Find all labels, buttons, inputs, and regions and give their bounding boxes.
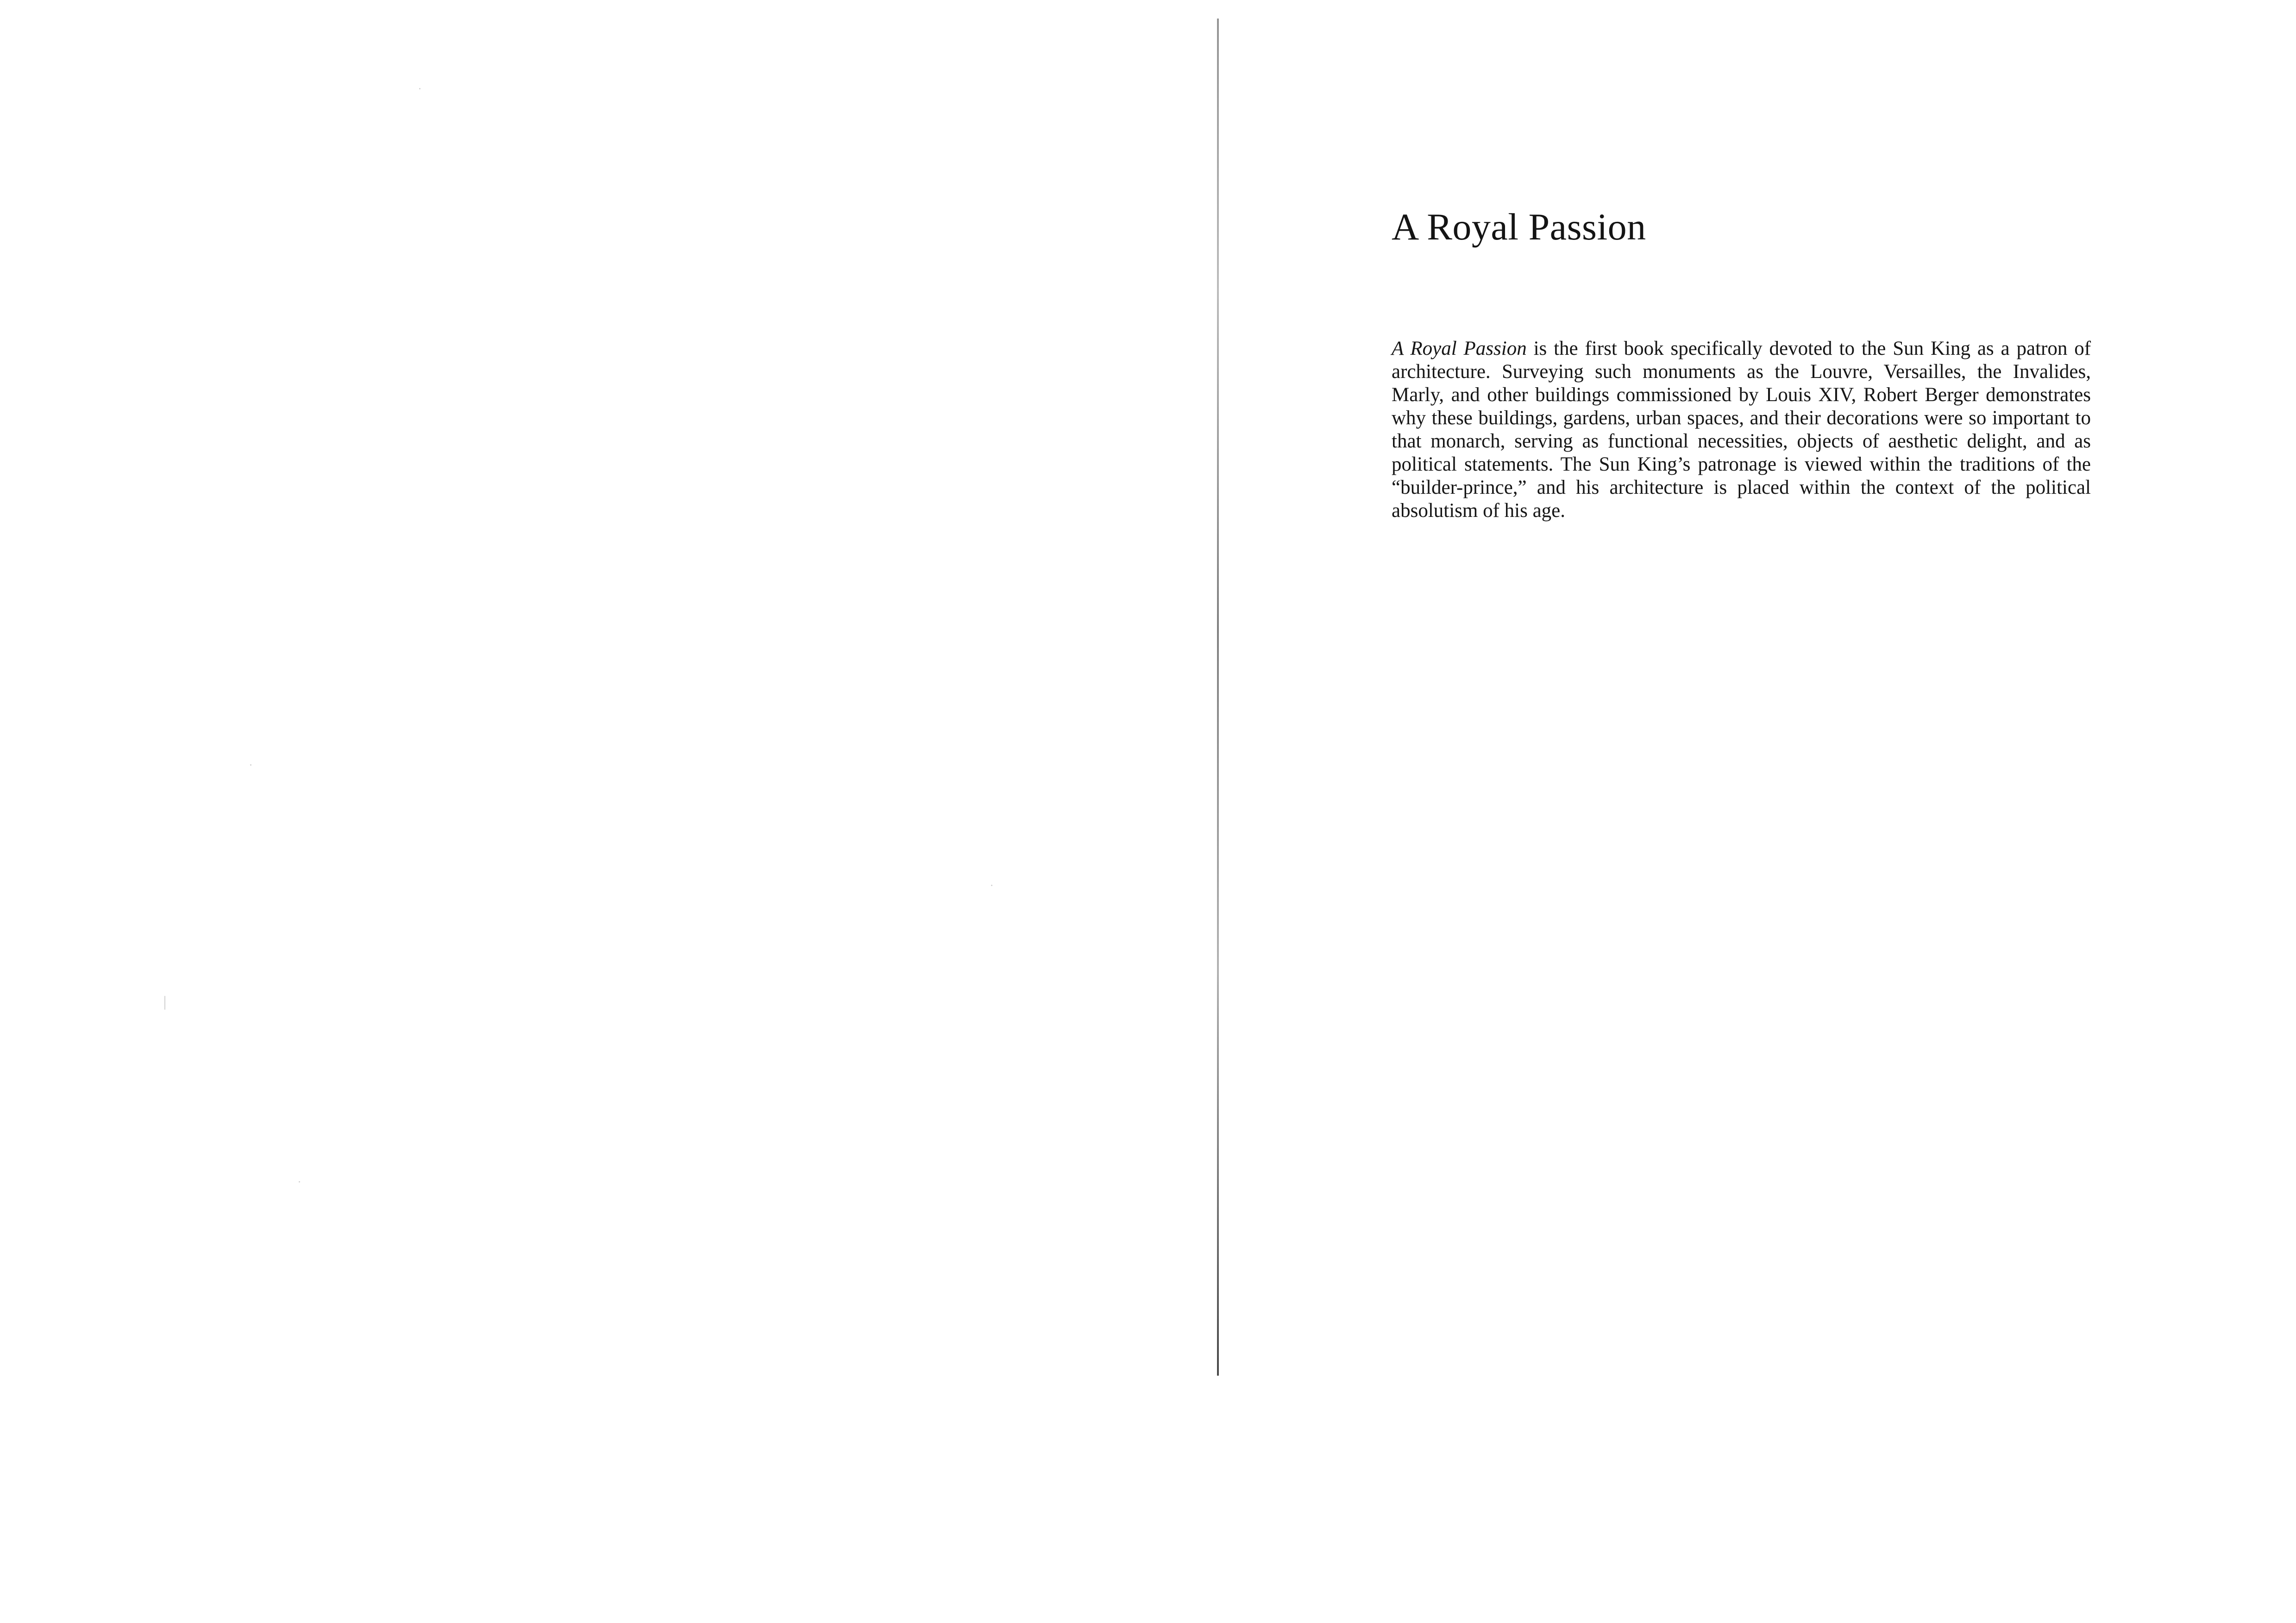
right-page <box>1223 0 2296 1623</box>
book-description <box>1392 337 2091 522</box>
book-gutter <box>1217 19 1219 1376</box>
scan-speck <box>991 885 992 886</box>
scan-speck <box>419 88 420 89</box>
book-title: A Royal Passion <box>1392 206 1646 248</box>
scan-speck <box>299 1181 300 1183</box>
book-description-title: A Royal Passion <box>1392 338 1527 359</box>
scan-speck <box>164 996 165 1010</box>
book-description-body: is the first book specifically devoted to the Sun King as a patron of architecture. Surveying such monuments as the Louvre, Versailles, the Invalides, Marly, and other buildings commissioned by Louis XIV, Robert Berger demonstrates why these buildings, gardens, urban spaces, and their decorations were so important to that monarch, serving as functional necessities, objects of aesthetic delight, and as political statements. The Sun King’s patronage is viewed within the traditions of the “builder-prince,” and his architecture is placed within the context of the political absolutism of his age. <box>1392 338 2091 522</box>
scan-speck <box>250 764 251 766</box>
